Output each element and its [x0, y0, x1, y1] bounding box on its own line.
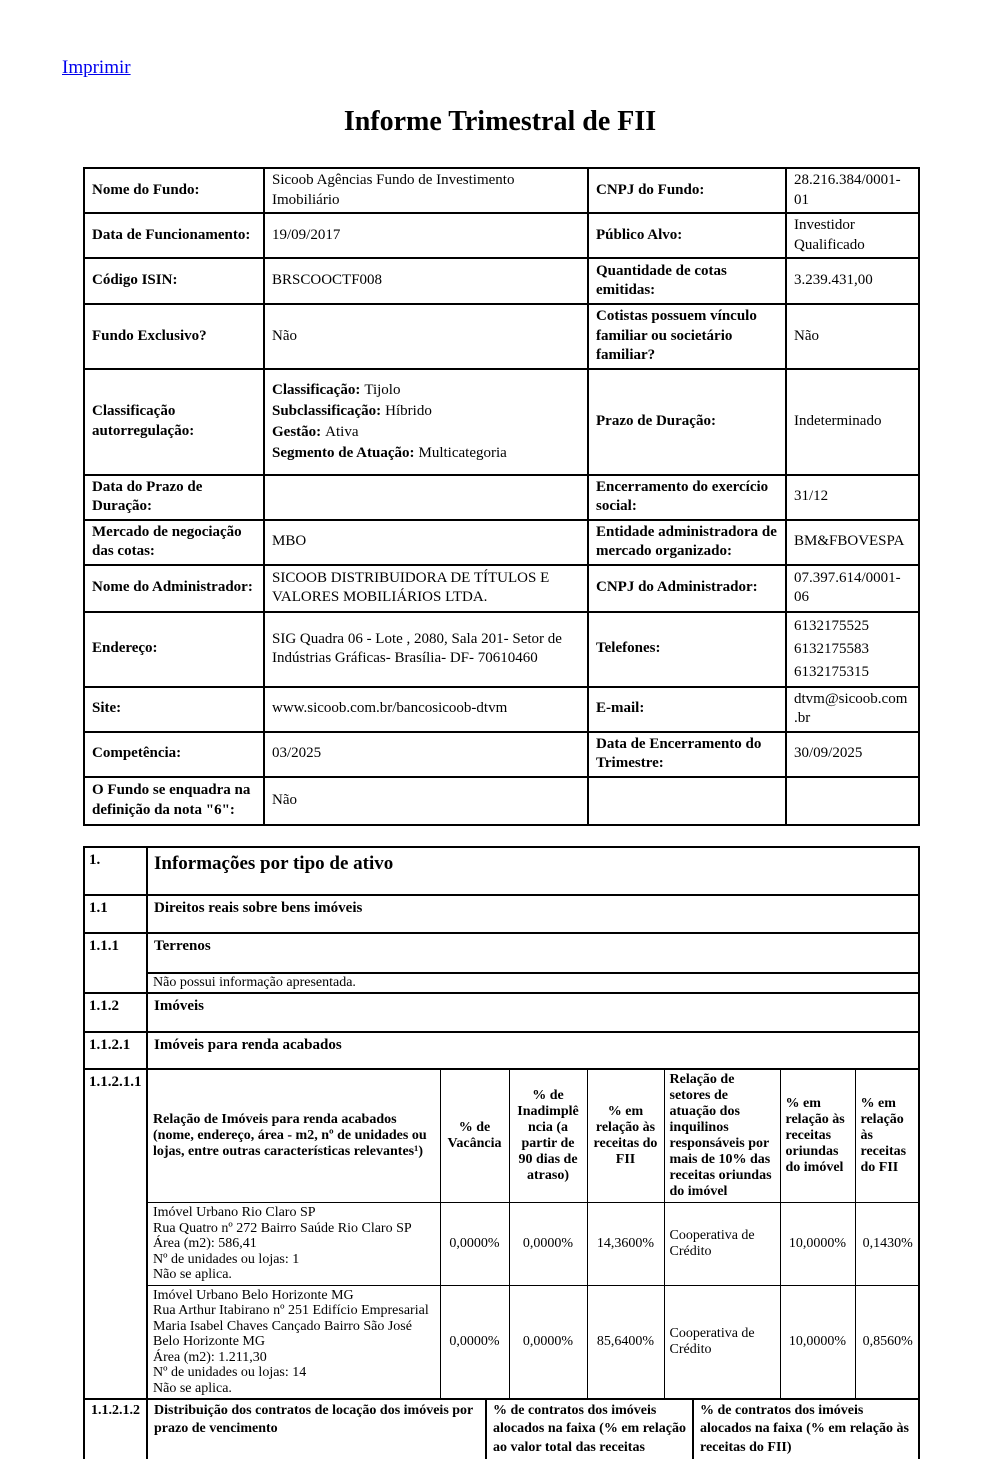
section-title: Imóveis para renda acabados — [147, 1032, 919, 1069]
exclusive-fund-label: Fundo Exclusivo? — [84, 304, 264, 369]
empty-cell — [786, 777, 919, 825]
vacancy-value: 0,0000% — [440, 1203, 509, 1286]
target-audience-label: Público Alvo: — [588, 213, 786, 258]
report-body — [83, 167, 918, 1459]
section-title: Terrenos — [147, 933, 919, 973]
col-header-property: Relação de Imóveis para renda acabados (nome, endereço, área - m2, nº de unidades ou lojas, entre outras características relevantes¹) — [148, 1070, 440, 1203]
duration-term-label: Prazo de Duração: — [588, 369, 786, 475]
section-number: 1.1.2 — [84, 993, 147, 1032]
pct-fii-value: 14,3600% — [587, 1203, 664, 1286]
fund-cnpj-value: 28.216.384/0001-01 — [786, 168, 919, 213]
isin-value: BRSCOOCTF008 — [264, 258, 588, 304]
pct-fii-value: 85,6400% — [587, 1285, 664, 1398]
section-title: Imóveis — [147, 993, 919, 1032]
email-label: E-mail: — [588, 687, 786, 732]
table-row — [84, 369, 919, 475]
sector-value: Cooperativa de Crédito — [664, 1285, 780, 1398]
section-row — [84, 1399, 919, 1459]
pct-fii2-value: 0,8560% — [855, 1285, 920, 1398]
property-description: Imóvel Urbano Rio Claro SP Rua Quatro nº 272 Bairro Saúde Rio Claro SP Área (m2): 586,41 Nº de unidades ou lojas: 1 Não se aplica. — [148, 1203, 440, 1286]
site-label: Site: — [84, 687, 264, 732]
phone-number: 6132175525 — [794, 615, 911, 638]
default-value: 0,0000% — [509, 1203, 587, 1286]
properties-header-row — [148, 1070, 920, 1203]
pct-property-value: 10,0000% — [780, 1285, 855, 1398]
section-title: Direitos reais sobre bens imóveis — [147, 895, 919, 933]
subclassification-line: Subclassificação: Híbrido — [272, 403, 580, 419]
section-number: 1.1.1 — [84, 933, 147, 993]
target-audience-value: Investidor Qualificado — [786, 213, 919, 258]
market-entity-label: Entidade administradora de mercado organizado: — [588, 520, 786, 565]
section-number: 1.1 — [84, 895, 147, 933]
section-note-row — [84, 973, 919, 993]
section-number: 1.1.2.1.1 — [84, 1069, 147, 1400]
classification-line: Classificação: Tijolo — [272, 382, 580, 398]
col-header-vacancy: % de Vacância — [440, 1070, 509, 1203]
start-date-value: 19/09/2017 — [264, 213, 588, 258]
no-info-note: Não possui informação apresentada. — [147, 973, 919, 993]
address-value: SIG Quadra 06 - Lote , 2080, Sala 201- Setor de Indústrias Gráficas- Brasília- DF- 70610460 — [264, 612, 588, 687]
section-number: 1.1.2.1.2 — [84, 1399, 147, 1459]
admin-cnpj-value: 07.397.614/0001-06 — [786, 565, 919, 612]
fund-name-label: Nome do Fundo: — [84, 168, 264, 213]
contracts-pct-revenue-header: % de contratos dos imóveis alocados na faixa (% em relação ao valor total das receitas — [486, 1399, 693, 1459]
admin-name-label: Nome do Administrador: — [84, 565, 264, 612]
contracts-distribution-header: Distribuição dos contratos de locação dos imóveis por prazo de vencimento — [147, 1399, 486, 1459]
section-number: 1. — [84, 847, 147, 895]
fiscal-year-end-value: 31/12 — [786, 475, 919, 520]
sector-value: Cooperativa de Crédito — [664, 1203, 780, 1286]
family-ties-label: Cotistas possuem vínculo familiar ou societário familiar? — [588, 304, 786, 369]
site-value: www.sicoob.com.br/bancosicoob-dtvm — [264, 687, 588, 732]
phone-number: 6132175315 — [794, 661, 911, 684]
table-row — [84, 475, 919, 520]
table-row — [84, 687, 919, 732]
section-row — [84, 993, 919, 1032]
duration-date-value — [264, 475, 588, 520]
start-date-label: Data de Funcionamento: — [84, 213, 264, 258]
col-header-pct-fii-2: % em relação às receitas do FII — [855, 1070, 920, 1203]
pct-property-value: 10,0000% — [780, 1203, 855, 1286]
fiscal-year-end-label: Encerramento do exercício social: — [588, 475, 786, 520]
fund-cnpj-label: CNPJ do Fundo: — [588, 168, 786, 213]
table-row — [84, 213, 919, 258]
pct-fii2-value: 0,1430% — [855, 1203, 920, 1286]
duration-date-label: Data do Prazo de Duração: — [84, 475, 264, 520]
market-entity-value: BM&FBOVESPA — [786, 520, 919, 565]
phones-label: Telefones: — [588, 612, 786, 687]
management-line: Gestão: Ativa — [272, 424, 580, 440]
note6-label: O Fundo se enquadra na definição da nota "6": — [84, 777, 264, 825]
section-row — [84, 895, 919, 933]
print-link[interactable]: Imprimir — [62, 57, 131, 79]
table-row — [84, 777, 919, 825]
section-row — [84, 933, 919, 973]
exclusive-fund-value: Não — [264, 304, 588, 369]
quarter-end-value: 30/09/2025 — [786, 732, 919, 777]
table-row — [84, 520, 919, 565]
shares-issued-label: Quantidade de cotas emitidas: — [588, 258, 786, 304]
email-value: dtvm@sicoob.com.br — [786, 687, 919, 732]
table-row — [84, 732, 919, 777]
trading-market-label: Mercado de negociação das cotas: — [84, 520, 264, 565]
properties-table-wrapper — [147, 1069, 919, 1400]
admin-cnpj-label: CNPJ do Administrador: — [588, 565, 786, 612]
col-header-pct-fii: % em relação às receitas do FII — [587, 1070, 664, 1203]
address-label: Endereço: — [84, 612, 264, 687]
shares-issued-value: 3.239.431,00 — [786, 258, 919, 304]
table-row — [84, 304, 919, 369]
self-regulation-value — [264, 369, 588, 475]
section-title: Informações por tipo de ativo — [147, 847, 919, 895]
properties-table — [148, 1070, 920, 1399]
note6-value: Não — [264, 777, 588, 825]
section-number: 1.1.2.1 — [84, 1032, 147, 1069]
empty-cell — [588, 777, 786, 825]
col-header-default: % de Inadimplência (a partir de 90 dias de atraso) — [509, 1070, 587, 1203]
vacancy-value: 0,0000% — [440, 1285, 509, 1398]
section-row — [84, 847, 919, 895]
trading-market-value: MBO — [264, 520, 588, 565]
table-row — [84, 258, 919, 304]
quarter-end-label: Data de Encerramento do Trimestre: — [588, 732, 786, 777]
default-value: 0,0000% — [509, 1285, 587, 1398]
property-description: Imóvel Urbano Belo Horizonte MG Rua Arthur Itabirano nº 251 Edifício Empresarial Maria Isabel Chaves Cançado Bairro São José Belo Horizonte MG Área (m2): 1.211,30 Nº de unidades ou lojas: 14 Não se aplica. — [148, 1285, 440, 1398]
table-row — [84, 565, 919, 612]
contracts-pct-fii-header: % de contratos dos imóveis alocados na faixa (% em relação às receitas do FII) — [693, 1399, 919, 1459]
fund-info-table — [83, 167, 920, 826]
self-regulation-label: Classificação autorregulação: — [84, 369, 264, 475]
duration-term-value: Indeterminado — [786, 369, 919, 475]
competence-value: 03/2025 — [264, 732, 588, 777]
section-row — [84, 1069, 919, 1400]
segment-line: Segmento de Atuação: Multicategoria — [272, 445, 580, 461]
section-row — [84, 1032, 919, 1069]
phones-value — [786, 612, 919, 687]
table-row — [84, 168, 919, 213]
family-ties-value: Não — [786, 304, 919, 369]
col-header-pct-property: % em relação às receitas oriundas do imóvel — [780, 1070, 855, 1203]
asset-info-table — [83, 846, 920, 1459]
property-row — [148, 1203, 920, 1286]
fund-name-value: Sicoob Agências Fundo de Investimento Imobiliário — [264, 168, 588, 213]
property-row — [148, 1285, 920, 1398]
phone-number: 6132175583 — [794, 638, 911, 661]
competence-label: Competência: — [84, 732, 264, 777]
page-title: Informe Trimestral de FII — [0, 106, 1000, 138]
col-header-sectors: Relação de setores de atuação dos inquilinos responsáveis por mais de 10% das receitas oriundas do imóvel — [664, 1070, 780, 1203]
admin-name-value: SICOOB DISTRIBUIDORA DE TÍTULOS E VALORES MOBILIÁRIOS LTDA. — [264, 565, 588, 612]
table-row — [84, 612, 919, 687]
isin-label: Código ISIN: — [84, 258, 264, 304]
